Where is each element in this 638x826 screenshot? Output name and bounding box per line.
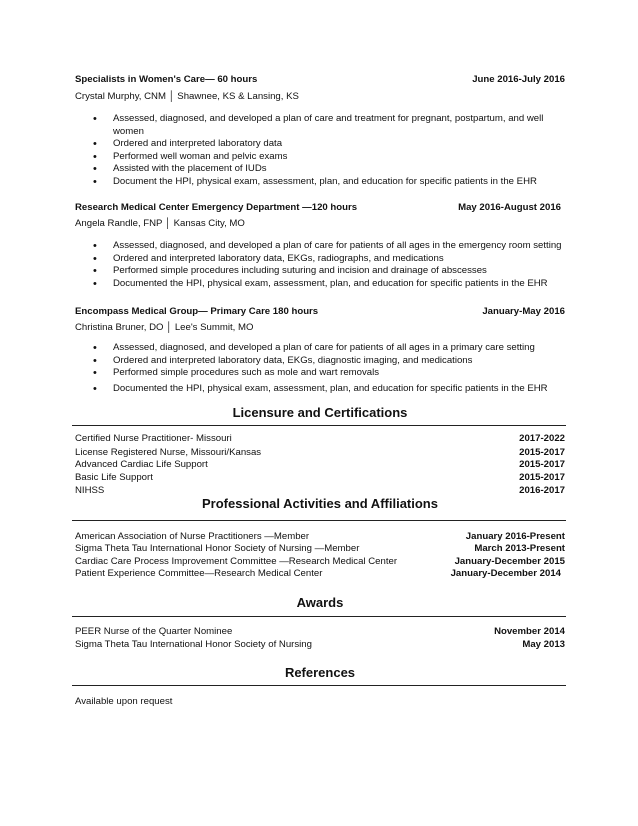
list-item [75,472,565,483]
section-heading-professional: Professional Activities and Affiliations [202,496,438,511]
item-name: Sigma Theta Tau International Honor Society of Nursing [75,639,312,650]
section-divider [72,616,566,617]
list-item: • Performed simple procedures including suturing and incision and drainage of abscesses [93,265,563,278]
item-name: Basic Life Support [75,472,153,483]
experience-bullets-2 [93,240,563,290]
item-date: January-December 2015 [454,556,565,567]
list-item: • Performed simple procedures such as mole and wart removals [93,367,563,380]
item-date: March 2013-Present [474,543,565,554]
list-item [75,531,565,542]
experience-bullets-1 [93,113,563,189]
list-item [75,543,565,554]
list-item: • Assessed, diagnosed, and developed a plan of care for patients of all ages in the emergency room setting [93,240,563,253]
list-item [75,447,565,458]
item-name: NIHSS [75,485,105,496]
item-name: Patient Experience Committee—Research Medical Center [75,568,323,579]
list-item: • Assessed, diagnosed, and developed a plan of care for patients of all ages in a primary care setting [93,342,563,355]
section-heading-references: References [284,665,356,680]
list-item: • Document the HPI, physical exam, assessment, plan, and education for specific patients in the EHR [93,176,563,189]
references-text: Available upon request [75,696,173,707]
list-item: • Assessed, diagnosed, and developed a plan of care and treatment for pregnant, postpartum, and well women [93,113,563,138]
employer-name: Encompass Medical Group— Primary Care 180 hours [75,306,319,317]
item-date: 2015-2017 [519,472,565,483]
section-heading-awards: Awards [296,595,344,610]
experience-dates: May 2016-August 2016 [458,202,561,213]
experience-header-3 [75,306,565,317]
section-heading-licensure: Licensure and Certifications [232,405,408,420]
list-item [75,626,565,637]
item-date: 2015-2017 [519,447,565,458]
preceptor-line: Christina Bruner, DO │ Lee's Summit, MO [75,322,254,333]
list-item [75,556,565,567]
section-divider [72,425,566,426]
list-item: • Documented the HPI, physical exam, assessment, plan, and education for specific patients in the EHR [93,383,563,396]
list-item: • Ordered and interpreted laboratory data, EKGs, radiographs, and medications [93,253,563,266]
item-name: Certified Nurse Practitioner- Missouri [75,433,232,444]
employer-name: Research Medical Center Emergency Department —120 hours [75,202,358,213]
item-date: January 2016-Present [465,531,565,542]
experience-header-2 [75,202,565,213]
item-name: Advanced Cardiac Life Support [75,459,208,470]
item-name: PEER Nurse of the Quarter Nominee [75,626,233,637]
experience-dates: January-May 2016 [482,306,565,317]
list-item [75,433,565,444]
list-item: • Ordered and interpreted laboratory data [93,138,563,151]
employer-name: Specialists in Women's Care— 60 hours [75,74,258,85]
item-name: American Association of Nurse Practitioners —Member [75,531,310,542]
preceptor-line: Angela Randle, FNP │ Kansas City, MO [75,218,245,229]
item-date: May 2013 [522,639,565,650]
item-date: 2015-2017 [519,459,565,470]
list-item: • Ordered and interpreted laboratory data, EKGs, diagnostic imaging, and medications [93,355,563,368]
item-name: License Registered Nurse, Missouri/Kansas [75,447,262,458]
experience-header-1 [75,74,565,85]
item-date: January-December 2014 [450,568,561,579]
item-name: Cardiac Care Process Improvement Committee —Research Medical Center [75,556,398,567]
list-item [75,485,565,496]
section-divider [72,520,566,521]
list-item [75,459,565,470]
experience-dates: June 2016-July 2016 [472,74,565,85]
item-date: 2017-2022 [519,433,565,444]
item-date: 2016-2017 [519,485,565,496]
item-date: November 2014 [494,626,565,637]
section-divider [72,685,566,686]
list-item: • Performed well woman and pelvic exams [93,151,563,164]
list-item [75,568,565,579]
preceptor-line: Crystal Murphy, CNM │ Shawnee, KS & Lansing, KS [75,91,299,102]
list-item: • Assisted with the placement of IUDs [93,163,563,176]
list-item: • Documented the HPI, physical exam, assessment, plan, and education for specific patients in the EHR [93,278,563,291]
list-item [75,639,565,650]
experience-bullets-3 [93,342,563,395]
item-name: Sigma Theta Tau International Honor Society of Nursing —Member [75,543,360,554]
